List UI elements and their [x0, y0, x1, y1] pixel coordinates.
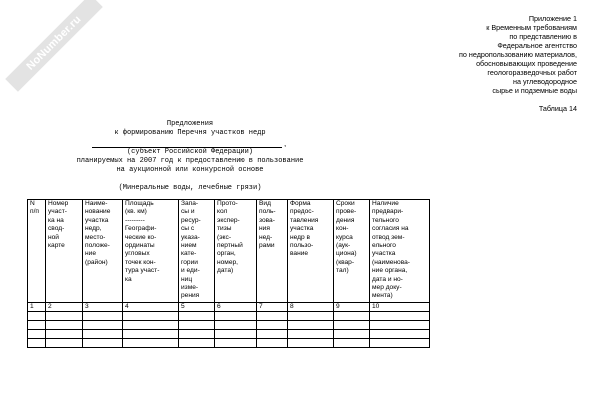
table-cell	[28, 339, 46, 348]
planned-line-2: на аукционной или конкурсной основе	[116, 166, 264, 174]
column-number: 9	[334, 303, 370, 312]
table-cell	[215, 321, 257, 330]
table-cell	[83, 312, 123, 321]
table-cell	[83, 339, 123, 348]
column-number: 10	[370, 303, 430, 312]
table-header-row	[28, 200, 430, 303]
appendix-line: обосновывающих проведение	[476, 59, 577, 68]
table-cell	[334, 330, 370, 339]
appendix-block	[459, 14, 577, 95]
column-header: Прото- кол экспер- тизы (экс- пертный орган, номер, дата)	[215, 200, 257, 303]
table-cell	[179, 330, 215, 339]
column-header: Номер участ- ка на свод- ной карте	[46, 200, 83, 303]
table-cell	[179, 321, 215, 330]
table-cell	[46, 312, 83, 321]
minerals-caption: (Минеральные воды, лечебные грязи)	[118, 184, 262, 192]
column-number: 3	[83, 303, 123, 312]
column-number: 7	[257, 303, 288, 312]
appendix-line: на углеводородное	[513, 77, 577, 86]
table-cell	[46, 321, 83, 330]
appendix-line: по недропользованию материалов,	[459, 50, 577, 59]
appendix-line: Федеральное агентство	[497, 41, 577, 50]
table-row	[28, 330, 430, 339]
table-cell	[123, 321, 179, 330]
column-number: 8	[288, 303, 334, 312]
table-cell	[83, 321, 123, 330]
appendix-line: сырье и подземные воды	[492, 86, 577, 95]
table-row	[28, 312, 430, 321]
column-number: 4	[123, 303, 179, 312]
column-header: Запа- сы и ресур- сы с указа- нием кате- гории и еди- ниц изме- рения	[179, 200, 215, 303]
appendix-line: по представлению в	[509, 32, 577, 41]
table-cell	[179, 339, 215, 348]
table-cell	[257, 339, 288, 348]
table-cell	[28, 330, 46, 339]
appendix-line: Приложение 1	[528, 14, 577, 23]
column-header: Форма предос- тавления участка недр в пользо- вание	[288, 200, 334, 303]
table-cell	[370, 330, 430, 339]
column-header: Наличие предвари- тельного согласия на отвод зем- ельного участка (наименова- ние органа, дата и но- мер доку- мента)	[370, 200, 430, 303]
table-cell	[288, 339, 334, 348]
column-header: Наиме- нование участка недр, место- положе- ние (район)	[83, 200, 123, 303]
subject-comma: ,	[284, 139, 287, 148]
table-cell	[215, 330, 257, 339]
proposals-table	[27, 199, 430, 348]
table-row	[28, 339, 430, 348]
table-cell	[123, 339, 179, 348]
table-cell	[288, 321, 334, 330]
table-cell	[257, 330, 288, 339]
table-row	[28, 321, 430, 330]
column-number: 5	[179, 303, 215, 312]
table-cell	[123, 312, 179, 321]
table-cell	[370, 321, 430, 330]
table-cell	[179, 312, 215, 321]
table-cell	[28, 321, 46, 330]
table-cell	[215, 339, 257, 348]
table-cell	[46, 339, 83, 348]
column-header: Площадь (кв. км) --------- Географи- ческие ко- ординаты угловых точек кон- тура участ- ка	[123, 200, 179, 303]
title-line-1: Предложения	[166, 120, 214, 128]
table-cell	[46, 330, 83, 339]
planned-line-1: планируемых на 2007 год к предоставлению в пользование	[76, 157, 304, 165]
table-cell	[334, 321, 370, 330]
appendix-line: геологоразведочных работ	[487, 68, 577, 77]
column-header: Сроки прове- дения кон- курса (аук- циона) (квар- тал)	[334, 200, 370, 303]
table-number: Таблица 14	[538, 104, 577, 113]
watermark: NoNumber.ru	[5, 0, 103, 92]
title-line-2: к формированию Перечня участков недр	[114, 129, 266, 137]
column-number-row	[28, 303, 430, 312]
table-cell	[334, 312, 370, 321]
table-cell	[288, 330, 334, 339]
appendix-line: к Временным требованиям	[486, 23, 577, 32]
table-cell	[215, 312, 257, 321]
table-cell	[370, 312, 430, 321]
table-cell	[257, 321, 288, 330]
table-cell	[370, 339, 430, 348]
subject-caption: (субъект Российской Федерации)	[126, 148, 254, 156]
table-cell	[288, 312, 334, 321]
column-header: N п/п	[28, 200, 46, 303]
column-number: 6	[215, 303, 257, 312]
column-number: 1	[28, 303, 46, 312]
table-cell	[28, 312, 46, 321]
table-cell	[257, 312, 288, 321]
table-cell	[123, 330, 179, 339]
column-header: Вид поль- зова- ния нед- рами	[257, 200, 288, 303]
column-number: 2	[46, 303, 83, 312]
table-cell	[83, 330, 123, 339]
table-cell	[334, 339, 370, 348]
